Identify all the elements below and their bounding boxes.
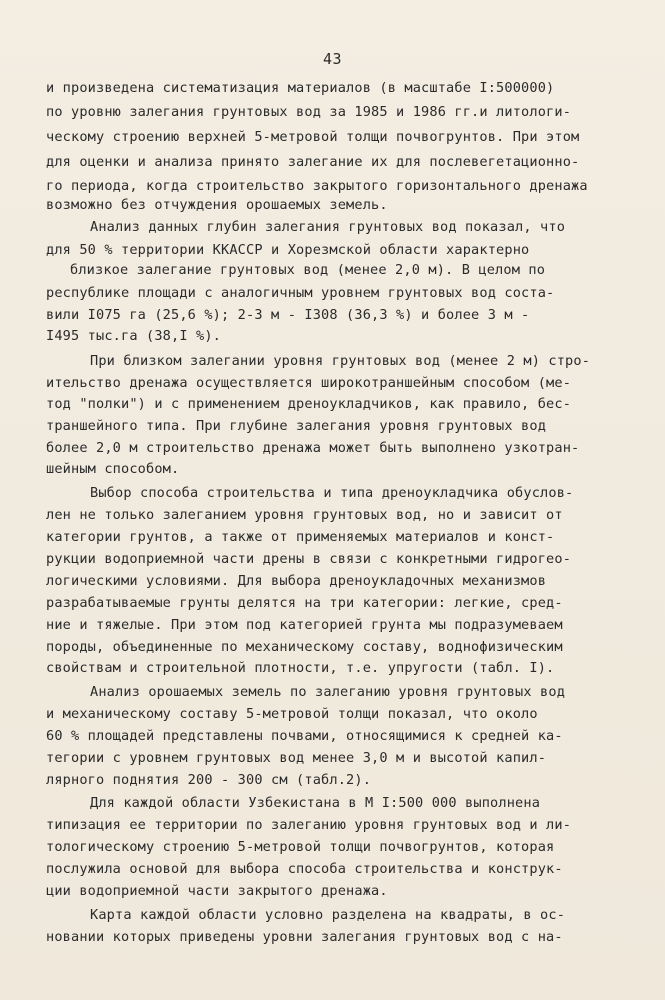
text-line: Анализ данных глубин залегания грунтовых вод показал, что bbox=[90, 219, 566, 235]
text-line: 60 % площадей представлены почвами, относящимися к средней ка- bbox=[46, 728, 563, 744]
text-line: Выбор способа строительства и типа дреноукладчика обуслов- bbox=[90, 485, 574, 501]
text-line: тологическому строению 5-метровой толщи почвогрунтов, которая bbox=[46, 839, 555, 855]
text-line: лярного поднятия 200 - 300 см (табл.2). bbox=[46, 772, 372, 788]
text-line: типизация ее территории по залеганию уровня грунтовых вод и ли- bbox=[46, 817, 572, 833]
text-line: для оценки и анализа принято залегание их для послевегетационно- bbox=[46, 154, 580, 170]
text-line: вили I075 га (25,6 %); 2-3 м - I308 (36,3 %) и более 3 м - bbox=[46, 307, 530, 323]
text-line: Карта каждой области условно разделена на квадраты, в ос- bbox=[90, 907, 566, 923]
text-line: лен не только залеганием уровня грунтовых вод, но и зависит от bbox=[46, 507, 563, 523]
text-line: I495 тыс.га (38,I %). bbox=[46, 328, 222, 344]
text-line: породы, объединенные по механическому составу, воднофизическим bbox=[46, 639, 563, 655]
text-line: Анализ орошаемых земель по залеганию уровня грунтовых вод bbox=[90, 684, 566, 700]
text-line: близкое залегание грунтовых вод (менее 2,0 м). В целом по bbox=[70, 262, 546, 278]
text-line: свойствам и строительной плотности, т.е. упругости (табл. I). bbox=[46, 660, 555, 676]
text-line: ции водоприемной части закрытого дренажа. bbox=[46, 883, 388, 899]
text-line: новании которых приведены уровни залегания грунтовых вод с на- bbox=[46, 929, 563, 945]
text-line: разрабатываемые грунты делятся на три категории: легкие, сред- bbox=[46, 595, 563, 611]
text-line: При близком залегании уровня грунтовых вод (менее 2 м) стро- bbox=[90, 353, 591, 369]
text-line: го периода, когда строительство закрытого горизонтального дренажа bbox=[46, 178, 588, 194]
text-line: тод "полки") и с применением дреноукладчиков, как правило, бес- bbox=[46, 396, 572, 412]
text-line: и механическому составу 5-метровой толщи показал, что около bbox=[46, 706, 538, 722]
text-line: траншейного типа. При глубине залегания уровня грунтовых вод bbox=[46, 418, 547, 434]
text-line: республике площади с аналогичным уровнем грунтовых вод соста- bbox=[46, 285, 555, 301]
text-line: и произведена систематизация материалов (в масштабе I:500000) bbox=[46, 80, 555, 96]
text-line: логическими условиями. Для выбора дреноукладочных механизмов bbox=[46, 573, 547, 589]
text-line: рукции водоприемной части дрены в связи с конкретными гидрогео- bbox=[46, 551, 572, 567]
text-line: для 50 % территории ККАССР и Хорезмской области характерно bbox=[46, 242, 530, 258]
text-line: шейным способом. bbox=[46, 461, 180, 477]
text-line: по уровню залегания грунтовых вод за 1985 и 1986 гг.и литологи- bbox=[46, 104, 572, 120]
text-line: тегории с уровнем грунтовых вод менее 3,0 м и высотой капил- bbox=[46, 750, 547, 766]
text-line: более 2,0 м строительство дренажа может быть выполнено узкотран- bbox=[46, 440, 580, 456]
text-line: ние и тяжелые. При этом под категорией грунта мы подразумеваем bbox=[46, 617, 563, 633]
text-line: послужила основой для выбора способа строительства и конструк- bbox=[46, 861, 563, 877]
text-line: ительство дренажа осуществляется широкотраншейным способом (ме- bbox=[46, 375, 572, 391]
text-line: ческому строению верхней 5-метровой толщи почвогрунтов. При этом bbox=[46, 129, 580, 145]
text-line: категории грунтов, а также от применяемых материалов и конст- bbox=[46, 529, 555, 545]
text-line: Для каждой области Узбекистана в М I:500 000 выполнена bbox=[90, 795, 541, 811]
text-line: возможно без отчуждения орошаемых земель. bbox=[46, 197, 388, 213]
page-number: 43 bbox=[322, 50, 343, 68]
